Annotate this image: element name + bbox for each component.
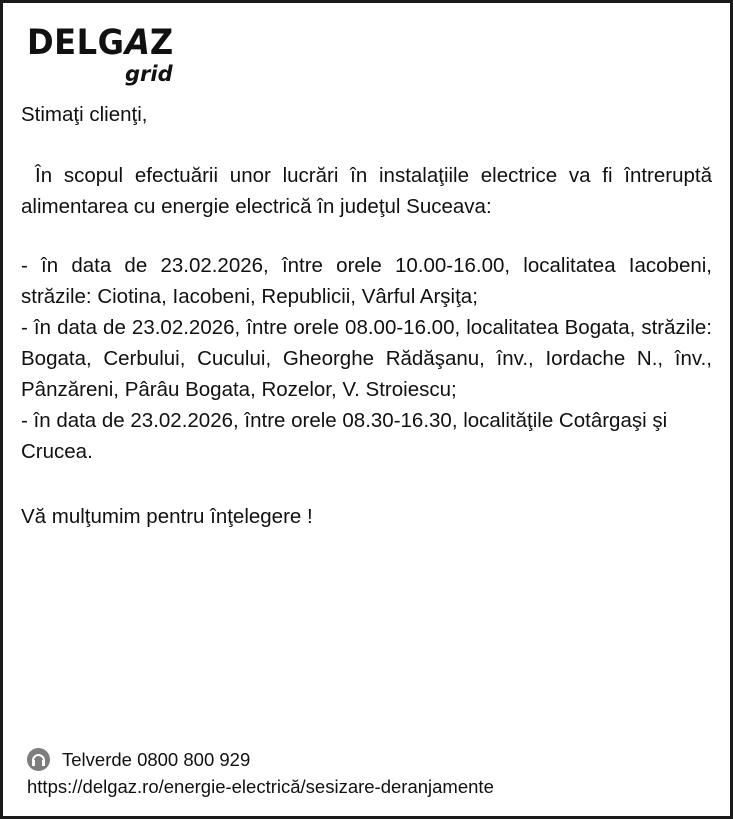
- footer: [27, 748, 712, 800]
- outage-item: - în data de 23.02.2026, între orele 10.00-16.00, localitatea Iacobeni, străzile: Ciotina, Iacobeni, Republicii, Vârful Arşiţa;: [21, 254, 712, 308]
- phone-row: [27, 748, 712, 771]
- delgaz-logo: [21, 25, 712, 93]
- outage-list: [21, 250, 712, 467]
- telverde-number: Telverde 0800 800 929: [62, 748, 251, 770]
- website-url[interactable]: https://delgaz.ro/energie-electrică/sesizare-deranjamente: [27, 776, 494, 797]
- outage-item: - în data de 23.02.2026, între orele 08.00-16.00, localitatea Bogata, străzile: Bogata, Cerbului, Cucului, Gheorghe Rădăşanu, înv., Iordache N., înv., Pânzăreni, Pârâu Bogata, Rozelor, V. Stroiescu;: [21, 316, 712, 401]
- logo-wordmark: DELGAZ: [27, 23, 174, 63]
- logo-subtitle: grid: [125, 62, 173, 86]
- logo-letter-a: A: [120, 23, 155, 63]
- notice-content: [3, 3, 730, 816]
- phone-icon: [27, 748, 50, 771]
- closing-text: Vă mulţumim pentru înţelegere !: [21, 505, 313, 528]
- greeting-text: Stimaţi clienţi,: [21, 103, 148, 126]
- outage-item: - în data de 23.02.2026, între orele 08.30-16.30, localităţile Cotârgaşi şi Crucea.: [21, 409, 668, 463]
- intro-paragraph: În scopul efectuării unor lucrări în instalaţiile electrice va fi întreruptă alimentarea cu energie electrică în judeţul Suceava:: [21, 164, 712, 218]
